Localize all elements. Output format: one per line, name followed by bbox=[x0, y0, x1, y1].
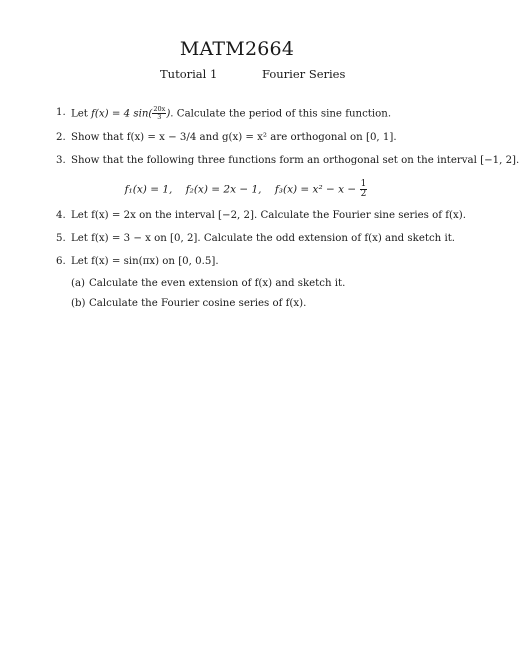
fraction-denominator: 3 bbox=[157, 113, 162, 121]
problem-6 bbox=[56, 255, 436, 269]
subpart-label: (b) bbox=[71, 297, 86, 309]
problem-1 bbox=[56, 106, 436, 122]
topic-label: Fourier Series bbox=[262, 67, 346, 81]
problem-number: 4. bbox=[56, 209, 66, 221]
problem-math-close: ) bbox=[166, 108, 171, 120]
subpart-a bbox=[56, 277, 436, 291]
problem-3 bbox=[56, 154, 519, 168]
problem-text-suffix: . Calculate the period of this sine function. bbox=[170, 108, 392, 120]
problem-text: Show that f(x) = x − 3/4 and g(x) = x² are orthogonal on [0, 1]. bbox=[71, 131, 397, 143]
function-f1: f₁(x) = 1, bbox=[124, 183, 173, 195]
tutorial-label: Tutorial 1 bbox=[160, 67, 218, 81]
problem-text: Show that the following three functions form an orthogonal set on the interval [−1, 2]. bbox=[71, 154, 519, 166]
problem-number: 6. bbox=[56, 255, 66, 267]
fraction-numerator: 20x bbox=[153, 105, 166, 113]
course-code-heading: MATM2664 bbox=[179, 38, 295, 60]
problem-text: Let f(x) = 3 − x on [0, 2]. Calculate the odd extension of f(x) and sketch it. bbox=[71, 232, 456, 244]
subpart-text: Calculate the even extension of f(x) and sketch it. bbox=[89, 277, 346, 289]
problem-number: 1. bbox=[56, 107, 66, 118]
fraction-denominator: 2 bbox=[360, 188, 367, 199]
fraction-numerator: 1 bbox=[360, 178, 367, 189]
problem-4 bbox=[56, 209, 466, 223]
problem-list bbox=[56, 105, 519, 316]
problem-text: Let f(x) = sin(πx) on [0, 0.5]. bbox=[71, 255, 219, 267]
problem-number: 5. bbox=[56, 232, 66, 244]
function-f3: f₃(x) = x² − x − bbox=[274, 183, 357, 195]
problem-number: 3. bbox=[56, 154, 66, 166]
problem-number: 2. bbox=[56, 131, 66, 143]
display-fraction bbox=[360, 180, 368, 199]
problem-math: f(x) = 4 sin( bbox=[91, 108, 153, 120]
problem-text: Let f(x) = 2x on the interval [−2, 2]. Calculate the Fourier sine series of f(x). bbox=[71, 209, 466, 221]
subpart-b bbox=[56, 297, 436, 311]
problem-2 bbox=[56, 131, 436, 145]
display-equation bbox=[56, 180, 436, 199]
subpart-label: (a) bbox=[71, 277, 86, 289]
problem-text-prefix: Let bbox=[71, 108, 92, 120]
subpart-text: Calculate the Fourier cosine series of f(x). bbox=[89, 297, 307, 309]
problem-5 bbox=[56, 232, 456, 246]
function-f2: f₂(x) = 2x − 1, bbox=[185, 183, 262, 195]
inline-fraction bbox=[152, 106, 166, 121]
